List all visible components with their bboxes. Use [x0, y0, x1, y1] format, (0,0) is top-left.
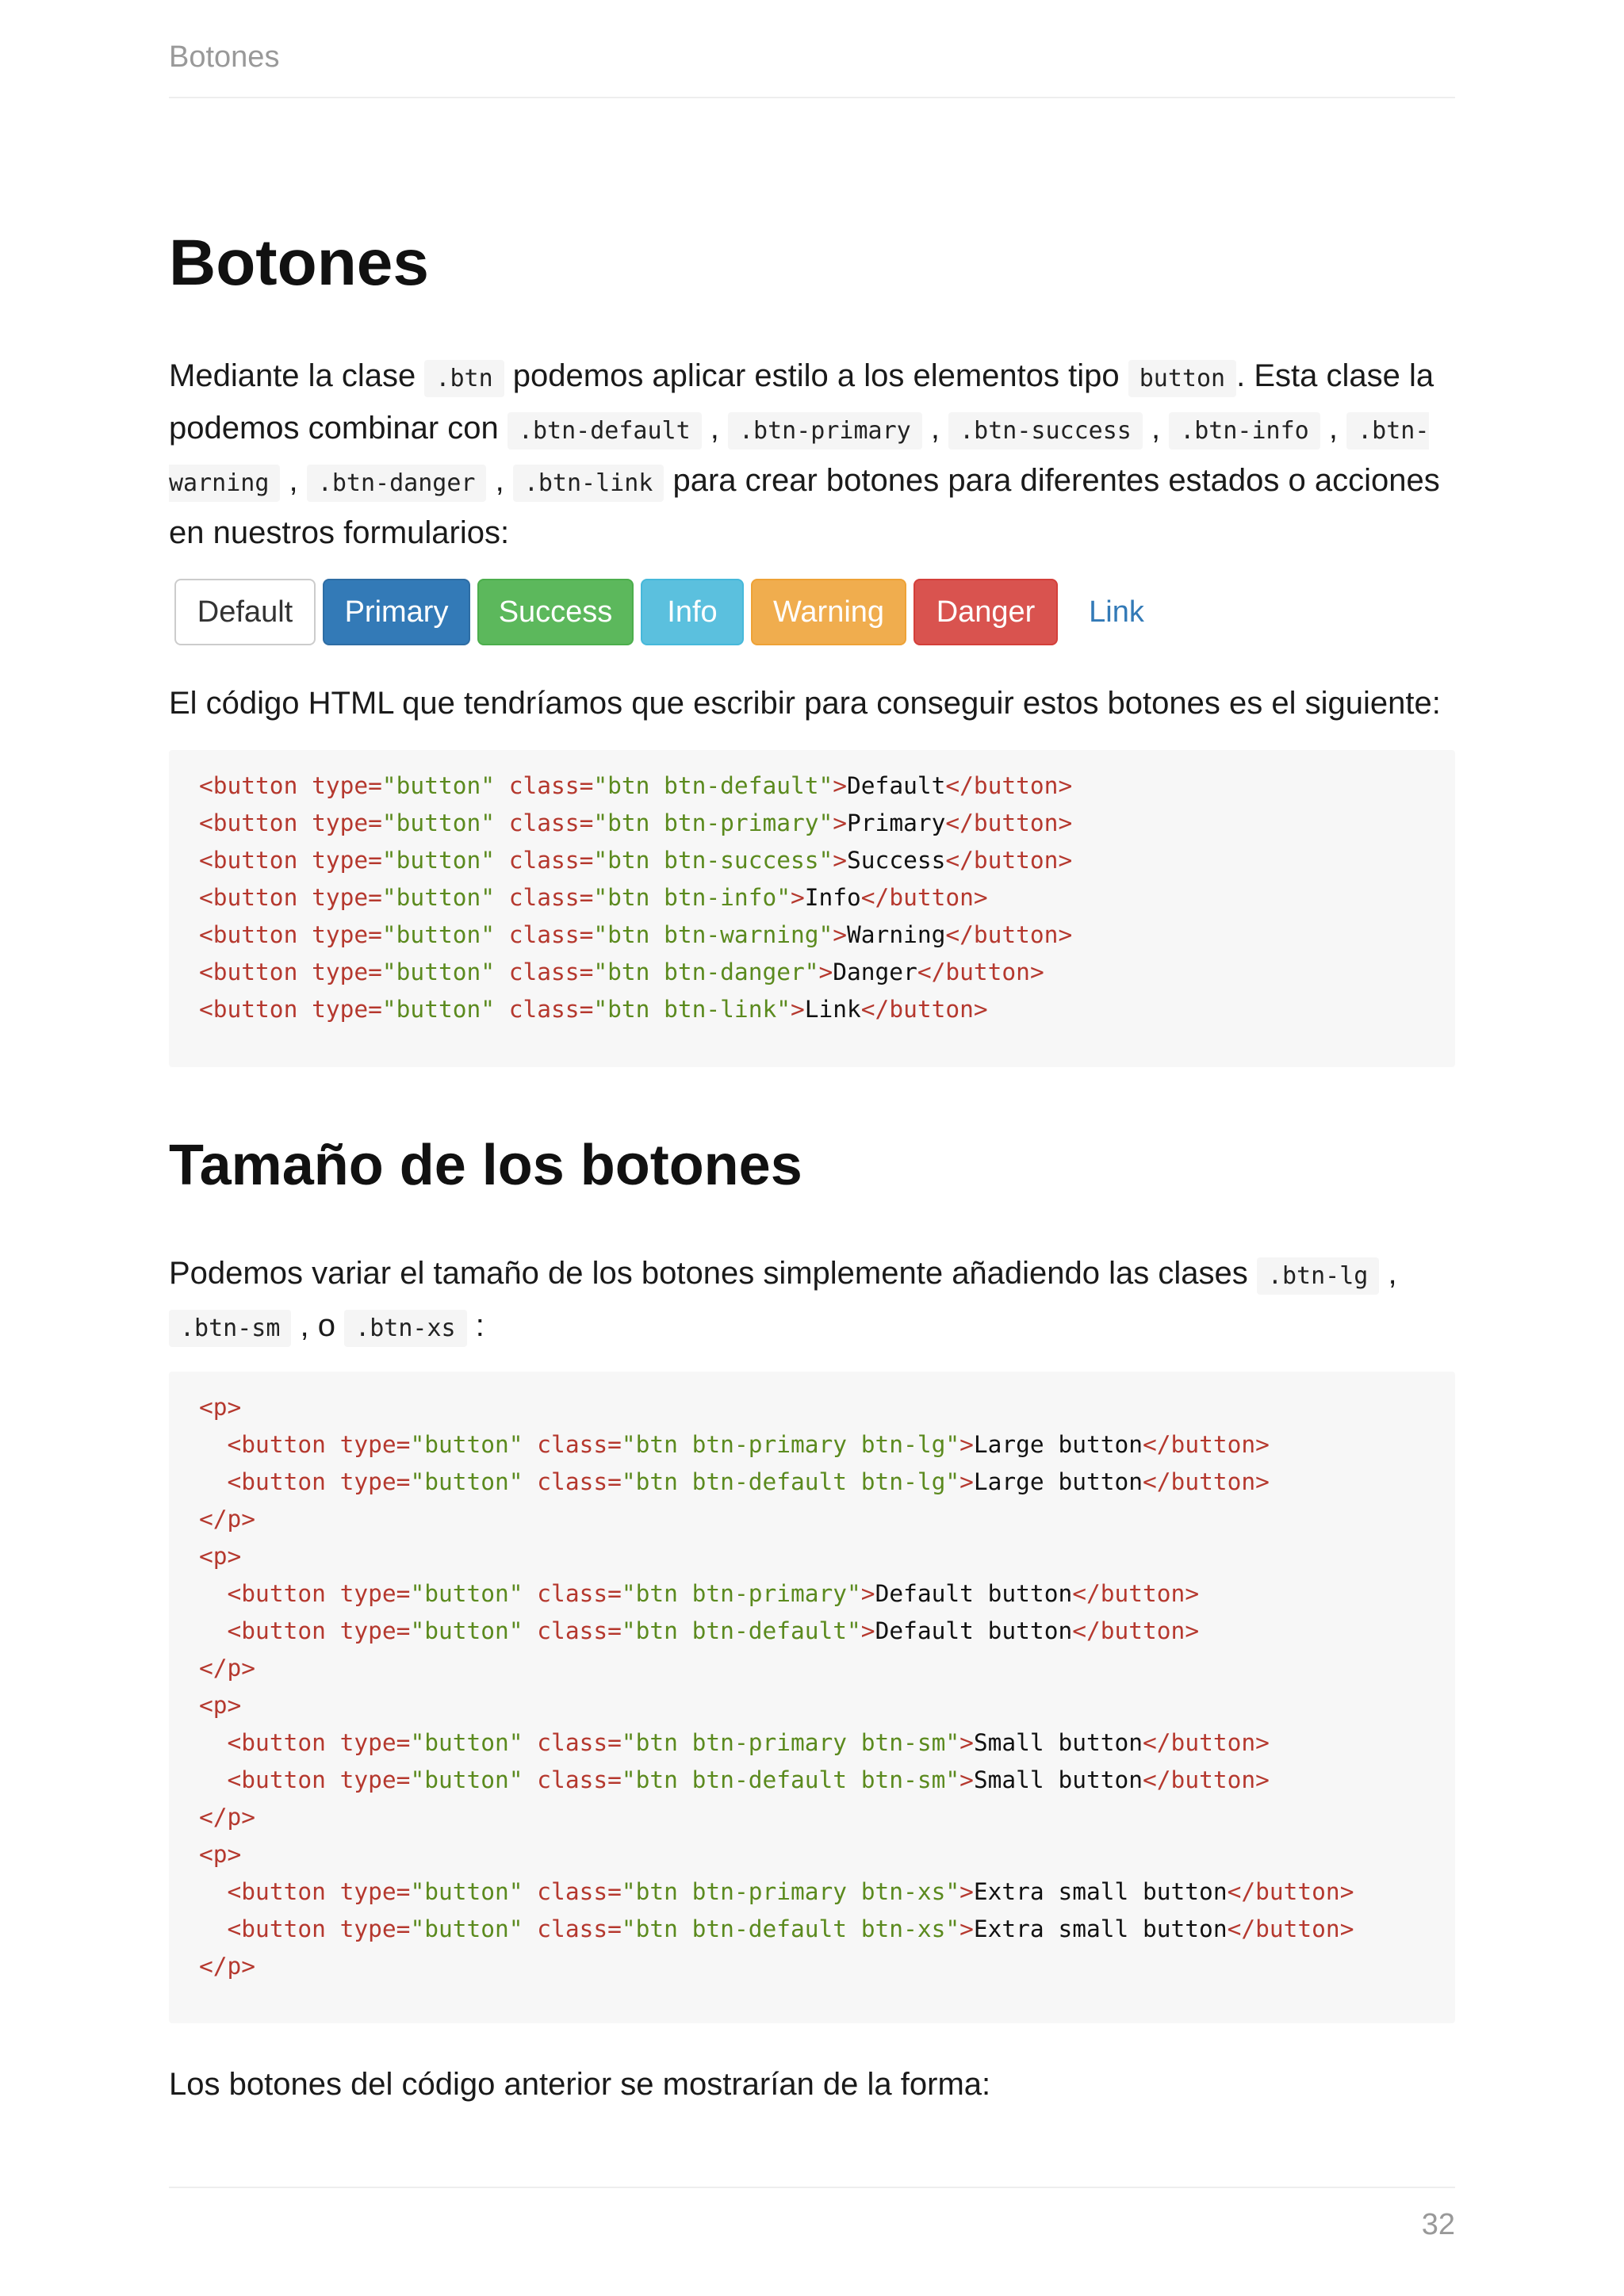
code-line: </p> — [199, 1655, 256, 1682]
page-number: 32 — [1421, 2208, 1455, 2241]
code-line: <button type="button" class="btn btn-warning">Warning</button> — [199, 921, 1073, 948]
inline-code: .btn-xs — [344, 1310, 466, 1347]
code-block-button-sizes — [169, 1372, 1455, 2023]
danger-button[interactable]: Danger — [914, 579, 1058, 645]
code-line: <p> — [199, 1394, 242, 1421]
inline-code: .btn-danger — [307, 465, 487, 502]
code-line: </p> — [199, 1804, 256, 1831]
code-line: <button type="button" class="btn btn-default btn-lg">Large button</button> — [227, 1468, 1270, 1495]
code-line: <button type="button" class="btn btn-info">Info</button> — [199, 884, 988, 911]
code-line: </p> — [199, 1953, 256, 1980]
section-title-tamano: Tamaño de los botones — [169, 1134, 802, 1197]
link-button[interactable]: Link — [1065, 579, 1168, 645]
code-line: <button type="button" class="btn btn-link">Link</button> — [199, 996, 988, 1023]
code-line: <p> — [199, 1841, 242, 1868]
footer-divider — [169, 2187, 1455, 2188]
inline-code: .btn-link — [513, 465, 665, 502]
code-line: <button type="button" class="btn btn-primary btn-sm">Small button</button> — [227, 1729, 1270, 1756]
inline-code: .btn-sm — [169, 1310, 291, 1347]
code-line: <button type="button" class="btn btn-primary">Default button</button> — [227, 1580, 1200, 1607]
section-title-botones: Botones — [169, 227, 429, 299]
success-button[interactable]: Success — [477, 579, 634, 645]
inline-code: button — [1128, 360, 1236, 397]
inline-code: .btn-success — [948, 412, 1143, 450]
inline-code: .btn — [424, 360, 504, 397]
code-line: <button type="button" class="btn btn-primary">Primary</button> — [199, 809, 1073, 836]
code-line: <button type="button" class="btn btn-default btn-xs">Extra small button</button> — [227, 1915, 1354, 1942]
code-line: <button type="button" class="btn btn-default">Default button</button> — [227, 1617, 1200, 1644]
code-block-button-variants — [169, 750, 1455, 1067]
button-demo-row — [174, 579, 1168, 645]
warning-button[interactable]: Warning — [751, 579, 906, 645]
outro-paragraph: Los botones del código anterior se mostrarían de la forma: — [169, 2067, 991, 2102]
size-intro-paragraph: Podemos variar el tamaño de los botones simplemente añadiendo las clases .btn-lg , .btn-sm , o .btn-xs : — [169, 1249, 1455, 1353]
code-line: <button type="button" class="btn btn-primary btn-lg">Large button</button> — [227, 1431, 1270, 1458]
header-divider — [169, 97, 1455, 98]
inline-code: .btn-default — [508, 412, 702, 450]
intro-paragraph: Mediante la clase .btn podemos aplicar estilo a los elementos tipo button . Esta clase la podemos combinar con .btn-default , .btn-primary , .btn-success , .btn-info , .btn-warning , .btn-danger , .btn-link para crear botones para diferentes estados o acciones en nuestros formularios: — [169, 358, 1440, 550]
running-header: Botones — [169, 40, 280, 74]
primary-button[interactable]: Primary — [323, 579, 470, 645]
code-line: </p> — [199, 1506, 256, 1533]
inline-code: .btn-primary — [728, 412, 922, 450]
code-line: <p> — [199, 1692, 242, 1719]
inline-code: .btn-lg — [1257, 1257, 1379, 1295]
inline-code: .btn-info — [1169, 412, 1320, 450]
code-line: <button type="button" class="btn btn-primary btn-xs">Extra small button</button> — [227, 1878, 1354, 1905]
code-line: <button type="button" class="btn btn-success">Success</button> — [199, 847, 1073, 874]
code-intro-paragraph: El código HTML que tendríamos que escribir para conseguir estos botones es el siguiente: — [169, 686, 1441, 721]
code-line: <button type="button" class="btn btn-default">Default</button> — [199, 772, 1073, 799]
info-button[interactable]: Info — [641, 579, 744, 645]
inline-code: .btn-warning — [169, 412, 1429, 502]
code-line: <button type="button" class="btn btn-default btn-sm">Small button</button> — [227, 1766, 1270, 1793]
code-line: <button type="button" class="btn btn-danger">Danger</button> — [199, 959, 1044, 985]
code-line: <p> — [199, 1543, 242, 1570]
default-button[interactable]: Default — [174, 579, 316, 645]
